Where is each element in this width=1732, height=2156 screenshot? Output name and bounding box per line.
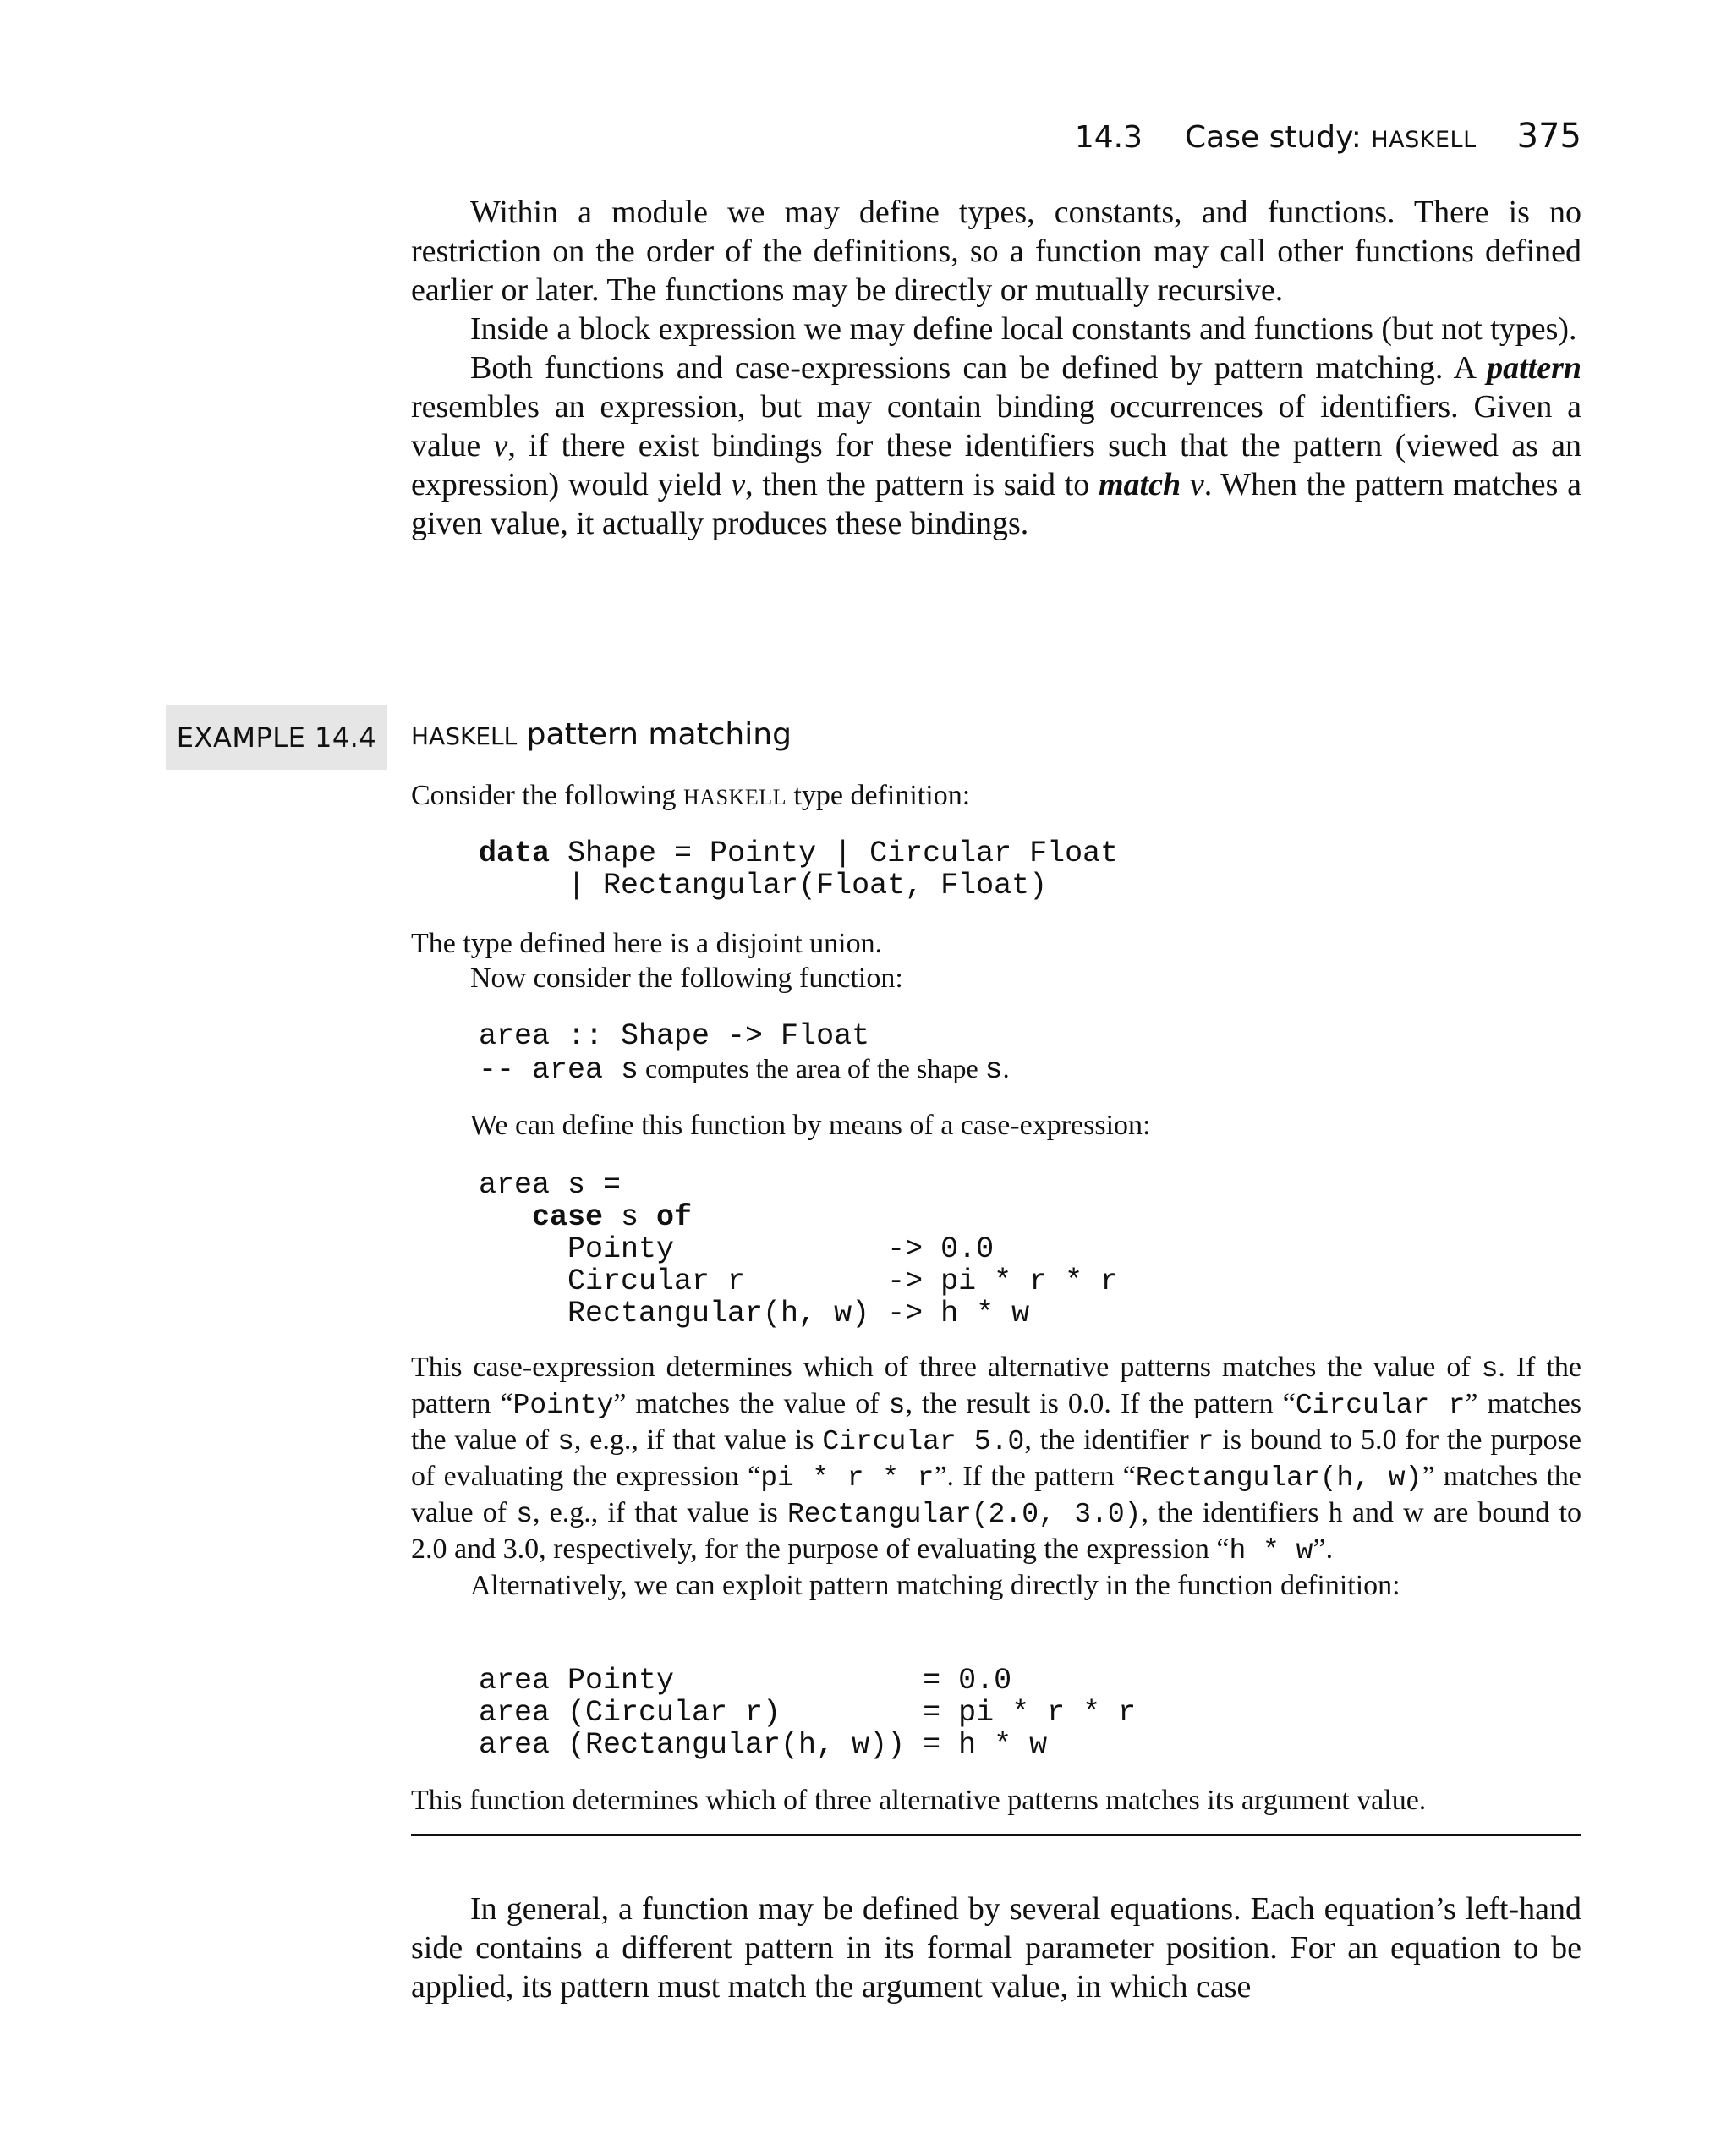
example-text-disjoint: The type defined here is a disjoint union. Now consider the following function: (411, 928, 903, 994)
paragraph: In general, a function may be defined by several equations. Each equation’s left-hand side contains a different pattern in its formal parameter position. For an equation to be applied, its pattern must match the argument value, in which case (411, 1891, 1581, 2005)
example-title: HASKELL pattern matching (411, 717, 792, 752)
code-block-case-expression: area s = case s of Pointy -> 0.0 Circular r -> pi * r * r Rectangular(h, w) -> h * w (479, 1168, 1119, 1330)
paragraph: Both functions and case-expressions can be defined by pattern matching. A pattern resembles an expression, but may contain binding occurrences of identifiers. Given a value v, if there exist bindings for these identifiers such that the pattern (viewed as an expression) would yield v, then the pattern is said to match v. When the pattern matches a given value, it actually produces these bindings. (411, 350, 1582, 541)
term-match: match (1098, 467, 1181, 502)
code-block-type-def: data Shape = Pointy | Circular Float | Rectangular(Float, Float) (479, 837, 1119, 902)
closing-text (411, 1890, 1581, 2006)
paragraph: Within a module we may define types, constants, and functions. There is no restriction on the order of the definitions, so a function may call other functions defined earlier or later. The functions may be directly or mutually recursive. (411, 195, 1581, 308)
paragraph: Inside a block expression we may define local constants and functions (but not types). (470, 311, 1577, 347)
example-conclusion: This function determines which of three alternative patterns matches its argument value. (411, 1785, 1427, 1816)
page-number: 375 (1516, 117, 1581, 156)
intro-text (411, 193, 1581, 543)
code-block-signature: area :: Shape -> Float -- area s computes the area of the shape s. (479, 1019, 1010, 1087)
running-header (1075, 117, 1581, 156)
example-end-rule (411, 1834, 1581, 1836)
term-pattern: pattern (1487, 350, 1581, 386)
example-explanation: This case-expression determines which of three alternative patterns matches the value of s. If the pattern “Pointy” matches the value of s, the result is 0.0. If the pattern “Circular r” matches the value of s, e.g., if that value is Circular 5.0, the identifier r is bound to 5.0 for the purpose of evaluating the expression “pi * r * r”. If the pattern “Rectangular(h, w)” matches the value of s, e.g., if that value is Rectangular(2.0, 3.0), the identifiers h and w are bound to 2.0 and 3.0, respectively, for the purpose of evaluating the expression “h * w”. Alternatively, we can exploit pattern matching directly in the function definition: (411, 1352, 1582, 1601)
section-title: Case study: HASKELL (1185, 120, 1477, 155)
example-intro: Consider the following HASKELL type definition: (411, 780, 971, 811)
section-number: 14.3 (1074, 120, 1143, 155)
code-block-equations: area Pointy = 0.0 area (Circular r) = pi * r * r area (Rectangular(h, w)) = h * w (479, 1664, 1137, 1762)
example-label: EXAMPLE 14.4 (166, 705, 387, 770)
example-text-case: We can define this function by means of a case-expression: (470, 1110, 1151, 1141)
